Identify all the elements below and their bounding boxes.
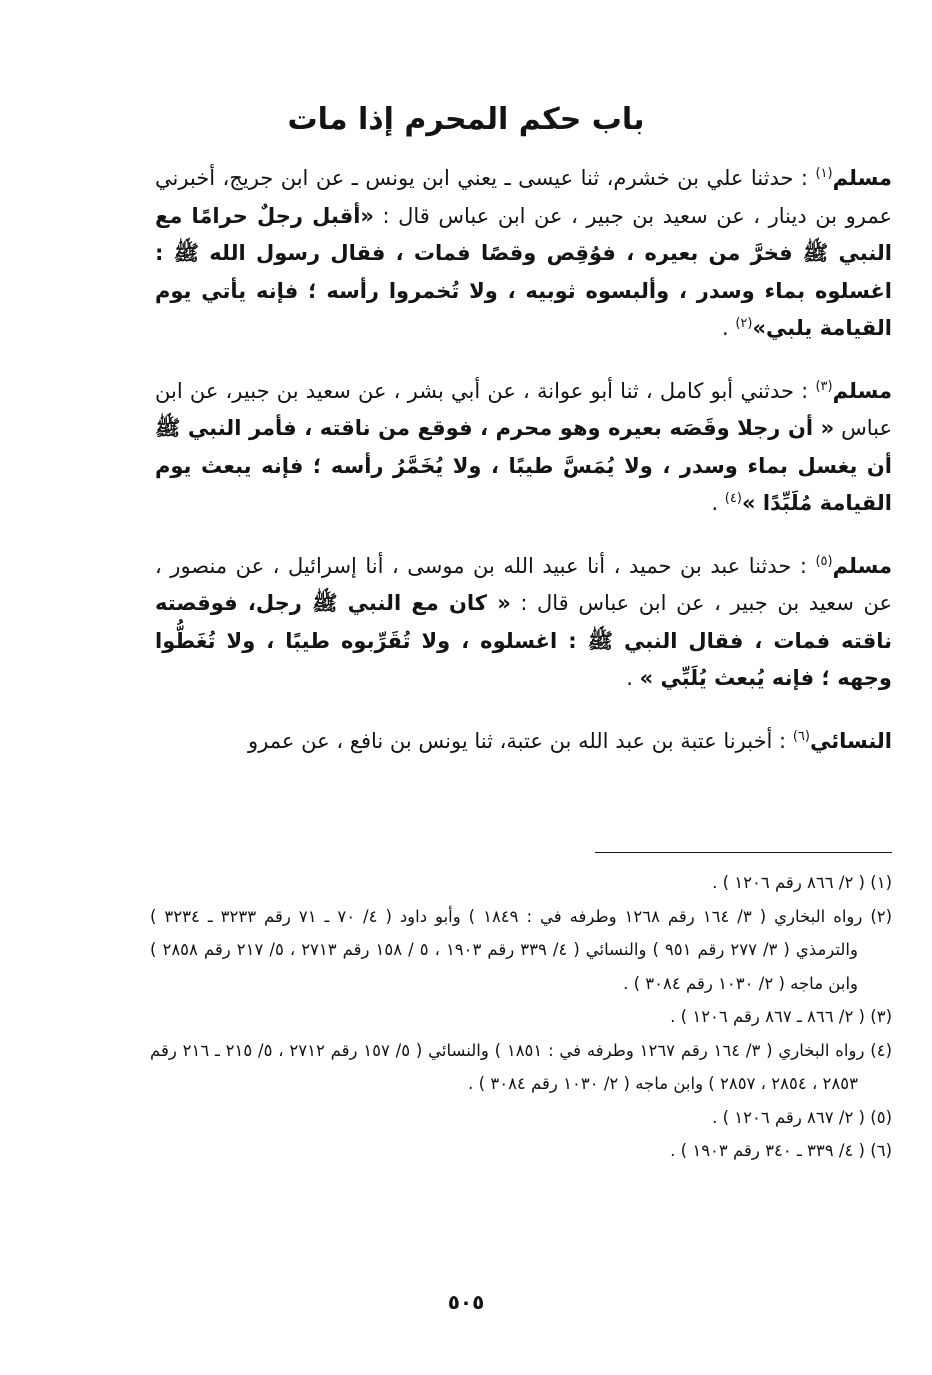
hadith-paragraph-2: [155, 373, 892, 523]
page-number: ٥٠٥: [447, 1290, 485, 1314]
hadith-text: «أقبل رجلٌ حرامًا مع النبي ﷺ فخرَّ من بعيره ، فوُقِص وقصًا فمات ، فقال رسول الله ﷺ : اغسلوه بماء وسدر ، وألبسوه ثوبيه ، ولا تُخمروا رأسه ؛ فإنه يأتي يوم القيامة يلبي»: [155, 203, 892, 340]
paragraph-end: .: [711, 491, 725, 515]
source-name: النسائي: [809, 728, 892, 753]
footnote-4: (٤) رواه البخاري ( ٣/ ١٦٤ رقم ١٢٦٧ وطرفه في : ١٨٥١ ) والنسائي ( ٥/ ١٥٧ رقم ٢٧١٢ ، ٥/ ٢١٥ ـ ٢١٦ رقم ٢٨٥٣ ، ٢٨٥٤ ، ٢٨٥٧ ) وابن ماجه ( ٢/ ١٠٣٠ رقم ٣٠٨٤ ) .: [150, 1040, 892, 1093]
footnote-reference: (٣): [815, 378, 833, 394]
page-title: باب حكم المحرم إذا مات: [287, 102, 645, 137]
footnote-reference: (٦): [792, 728, 810, 744]
chain-text: : أخبرنا عتبة بن عبد الله بن عتبة، ثنا يونس بن نافع ، عن عمرو: [248, 728, 793, 753]
footnote-reference: (١): [815, 166, 833, 181]
chain-text: : حدثنا علي بن خشرم، ثنا عيسى ـ يعني ابن يونس ـ عن ابن جريج، أخبرني عمرو بن دينار ، عن سعيد بن جبير ، عن ابن عباس قال :: [155, 166, 892, 228]
paragraph-end: .: [721, 316, 736, 340]
chain-text: : حدثني أبو كامل ، ثنا أبو عوانة ، عن أبي بشر ، عن سعيد بن جبير، عن ابن عباس: [155, 378, 893, 440]
source-name: مسلم: [832, 166, 892, 190]
footnote-5: (٥) ( ٢/ ٨٦٧ رقم ١٢٠٦ ) .: [712, 1107, 892, 1127]
paragraph-end: .: [626, 666, 640, 690]
source-name: مسلم: [832, 378, 892, 403]
footnote-reference: (٤): [724, 491, 742, 506]
footnote-6: (٦) ( ٤/ ٣٣٩ ـ ٣٤٠ رقم ١٩٠٣ ) .: [670, 1141, 892, 1160]
footnote-reference: (٢): [735, 316, 753, 331]
hadith-paragraph-4: [155, 723, 892, 761]
footnotes-section: [150, 866, 892, 1168]
footnote-1: (١) ( ٢/ ٨٦٦ رقم ١٢٠٦ ) .: [712, 873, 892, 892]
source-name: مسلم: [832, 553, 892, 578]
footnote-3: (٣) ( ٢/ ٨٦٦ ـ ٨٦٧ رقم ١٢٠٦ ) .: [670, 1007, 892, 1026]
hadith-text: « أن رجلا وقَصَه بعيره وهو محرم ، فوقع من ناقته ، فأمر النبي ﷺ أن يغسل بماء وسدر ، ولا يُمَسَّ طيبًا ، ولا يُخَمَّرُ رأسه ؛ فإنه يبعث يوم القيامة مُلَبِّدًا »: [155, 416, 892, 515]
footnote-reference: (٥): [815, 553, 833, 569]
hadith-paragraph-1: [155, 160, 892, 348]
footnote-2: (٢) رواه البخاري ( ٣/ ١٦٤ رقم ١٢٦٨ وطرفه في : ١٨٤٩ ) وأبو داود ( ٤/ ٧٠ ـ ٧١ رقم ٣٢٣٣ ـ ٣٢٣٤ ) والترمذي ( ٣/ ٢٧٧ رقم ٩٥١ ) والنسائي ( ٤/ ٣٣٩ رقم ١٩٠٣ ، ٥ / ١٥٨ رقم ٢٧١٣ ، ٥/ ٢١٧ رقم ٢٨٥٨ ) وابن ماجه ( ٢/ ١٠٣٠ رقم ٣٠٨٤ ) .: [150, 906, 893, 993]
hadith-paragraph-3: [155, 548, 892, 698]
footnote-divider: [595, 852, 892, 853]
hadith-body: [155, 160, 892, 760]
hadith-text: « كان مع النبي ﷺ رجل، فوقصته ناقته فمات ، فقال النبي ﷺ : اغسلوه ، ولا تُقَرِّبوه طيبًا ، ولا تُغَطُّوا وجهه ؛ فإنه يُبعث يُلَبِّي »: [155, 591, 892, 690]
chain-text: : حدثنا عبد بن حميد ، أنا عبيد الله بن موسى ، أنا إسرائيل ، عن منصور ، عن سعيد بن جبير ، عن ابن عباس قال :: [155, 553, 892, 615]
